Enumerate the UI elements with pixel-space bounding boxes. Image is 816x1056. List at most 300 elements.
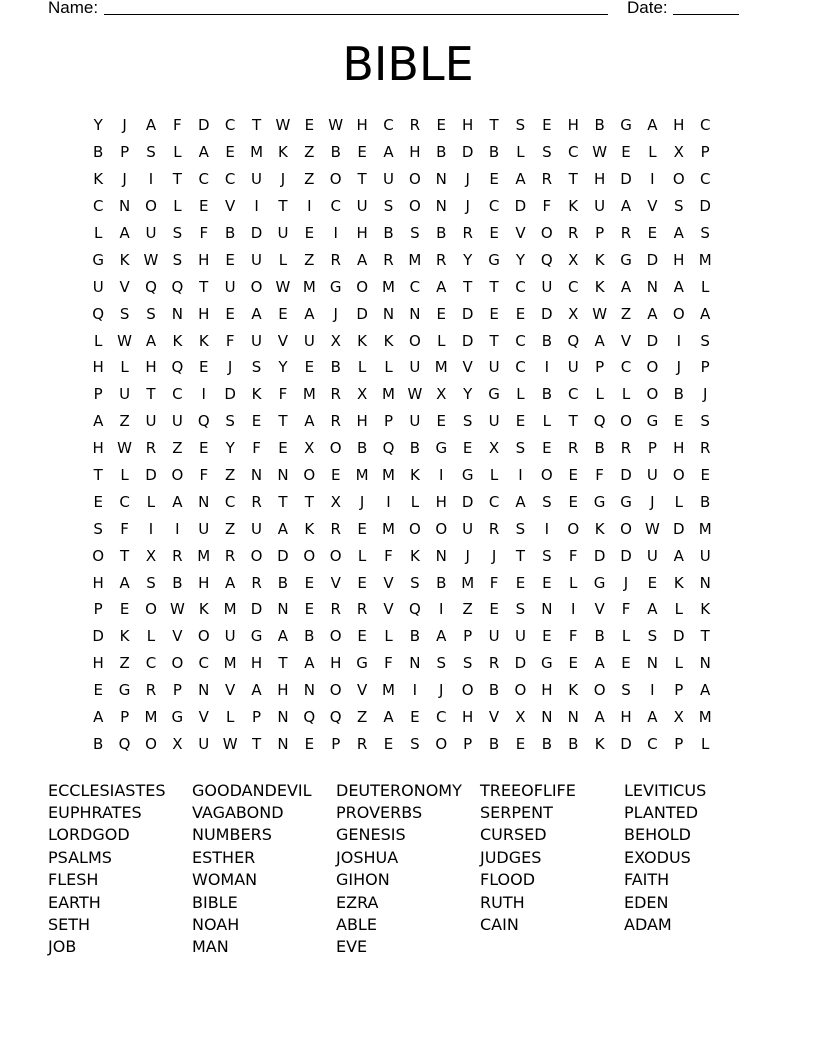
grid-letter[interactable]: Z (304, 250, 315, 269)
grid-letter[interactable]: Q (408, 600, 421, 619)
grid-letter[interactable]: C (198, 654, 209, 673)
grid-letter[interactable]: R (462, 224, 473, 242)
grid-letter[interactable]: O (646, 358, 659, 377)
grid-letter[interactable]: Y (463, 385, 473, 404)
grid-letter[interactable]: L (146, 627, 156, 646)
grid-letter[interactable]: I (439, 600, 444, 619)
grid-letter[interactable]: V (620, 331, 632, 350)
grid-letter[interactable]: I (148, 519, 154, 538)
grid-letter[interactable]: O (197, 627, 210, 646)
grid-letter[interactable]: A (620, 277, 632, 296)
grid-letter[interactable]: E (542, 116, 552, 135)
grid-letter[interactable]: A (594, 331, 605, 350)
grid-letter[interactable]: G (593, 573, 606, 592)
grid-letter[interactable]: E (515, 734, 526, 753)
grid-letter[interactable]: K (198, 331, 209, 350)
grid-letter[interactable]: O (408, 197, 421, 216)
grid-letter[interactable]: E (410, 708, 420, 727)
grid-letter[interactable]: D (646, 331, 659, 350)
grid-letter[interactable]: B (409, 627, 421, 646)
grid-letter[interactable]: C (515, 358, 526, 377)
grid-letter[interactable]: F (384, 546, 393, 565)
grid-letter[interactable]: D (699, 197, 711, 216)
grid-letter[interactable]: Y (463, 250, 473, 269)
grid-letter[interactable]: N (699, 654, 711, 673)
grid-letter[interactable]: D (356, 304, 368, 323)
grid-letter[interactable]: F (120, 519, 129, 538)
grid-letter[interactable]: H (92, 358, 104, 377)
grid-letter[interactable]: P (674, 734, 684, 753)
grid-letter[interactable]: L (146, 492, 156, 511)
grid-letter[interactable]: J (333, 304, 338, 323)
grid-letter[interactable]: Z (356, 708, 368, 727)
grid-letter[interactable]: K (172, 331, 183, 350)
grid-letter[interactable]: C (224, 170, 236, 189)
grid-letter[interactable]: D (461, 143, 474, 162)
grid-letter[interactable]: I (254, 197, 259, 216)
grid-letter[interactable]: L (94, 331, 103, 350)
grid-letter[interactable]: D (514, 197, 527, 216)
grid-letter[interactable]: V (198, 708, 209, 727)
grid-letter[interactable]: F (173, 116, 182, 135)
grid-letter[interactable]: I (175, 519, 180, 538)
grid-letter[interactable]: M (355, 466, 369, 485)
grid-letter[interactable]: E (383, 734, 394, 753)
grid-letter[interactable]: E (489, 304, 499, 323)
grid-letter[interactable]: O (540, 224, 553, 242)
grid-letter[interactable]: S (410, 734, 420, 753)
grid-letter[interactable]: P (463, 734, 473, 753)
grid-letter[interactable]: C (198, 170, 209, 189)
grid-letter[interactable]: D (514, 654, 527, 673)
date-field[interactable] (673, 14, 739, 15)
grid-letter[interactable]: B (541, 385, 552, 404)
grid-letter[interactable]: M (461, 573, 475, 592)
grid-letter[interactable]: E (304, 600, 315, 619)
grid-letter[interactable]: M (382, 385, 395, 404)
grid-letter[interactable]: R (330, 250, 341, 269)
grid-letter[interactable]: E (119, 600, 130, 619)
grid-letter[interactable]: O (514, 681, 527, 700)
grid-letter[interactable]: K (198, 600, 209, 619)
grid-letter[interactable]: O (92, 546, 105, 565)
grid-letter[interactable]: P (595, 224, 605, 242)
grid-letter[interactable]: O (408, 519, 421, 538)
grid-letter[interactable]: T (568, 170, 578, 189)
grid-letter[interactable]: Z (119, 412, 130, 431)
grid-letter[interactable]: E (357, 573, 367, 592)
grid-letter[interactable]: G (329, 277, 342, 296)
grid-letter[interactable]: I (333, 224, 338, 242)
grid-letter[interactable]: J (465, 197, 470, 216)
grid-letter[interactable]: E (462, 439, 473, 458)
grid-letter[interactable]: J (702, 385, 708, 404)
grid-letter[interactable]: Y (93, 116, 103, 135)
grid-letter[interactable]: Z (304, 143, 315, 162)
grid-letter[interactable]: P (383, 412, 394, 431)
grid-letter[interactable]: O (620, 519, 632, 538)
grid-letter[interactable]: M (144, 708, 158, 727)
grid-letter[interactable]: M (382, 681, 395, 700)
grid-letter[interactable]: K (568, 681, 579, 700)
grid-letter[interactable]: M (223, 600, 237, 619)
grid-letter[interactable]: O (356, 277, 368, 296)
grid-letter[interactable]: U (92, 277, 104, 296)
grid-letter[interactable]: E (304, 358, 315, 377)
grid-letter[interactable]: I (518, 466, 523, 485)
grid-letter[interactable]: C (436, 708, 447, 727)
grid-letter[interactable]: M (382, 277, 395, 296)
grid-letter[interactable]: T (278, 654, 288, 673)
grid-letter[interactable]: U (646, 466, 658, 485)
grid-letter[interactable]: H (567, 116, 579, 135)
grid-letter[interactable]: T (199, 277, 209, 296)
grid-letter[interactable]: R (409, 116, 421, 135)
grid-letter[interactable]: H (198, 250, 210, 269)
grid-letter[interactable]: P (647, 439, 657, 458)
grid-letter[interactable]: V (515, 224, 526, 242)
grid-letter[interactable]: U (251, 250, 263, 269)
grid-letter[interactable]: V (383, 600, 394, 619)
grid-letter[interactable]: L (621, 627, 631, 646)
grid-letter[interactable]: C (567, 385, 579, 404)
grid-letter[interactable]: N (382, 304, 395, 323)
grid-letter[interactable]: U (356, 197, 368, 216)
grid-letter[interactable]: Q (567, 331, 580, 350)
grid-letter[interactable]: G (92, 250, 104, 269)
grid-letter[interactable]: G (620, 250, 632, 269)
grid-letter[interactable]: F (278, 385, 288, 404)
grid-letter[interactable]: G (461, 466, 474, 485)
grid-letter[interactable]: M (197, 546, 211, 565)
grid-letter[interactable]: O (672, 466, 685, 485)
grid-letter[interactable]: R (330, 385, 341, 404)
grid-letter[interactable]: E (542, 573, 552, 592)
grid-letter[interactable]: K (251, 385, 262, 404)
grid-letter[interactable]: S (93, 519, 103, 538)
grid-letter[interactable]: L (648, 143, 657, 162)
grid-letter[interactable]: S (700, 412, 710, 431)
grid-letter[interactable]: T (278, 492, 288, 511)
grid-letter[interactable]: O (646, 385, 659, 404)
grid-letter[interactable]: O (250, 546, 263, 565)
grid-letter[interactable]: E (199, 358, 209, 377)
grid-letter[interactable]: E (251, 412, 262, 431)
grid-letter[interactable]: T (700, 627, 710, 646)
grid-letter[interactable]: Y (515, 250, 526, 269)
grid-letter[interactable]: S (700, 331, 710, 350)
grid-letter[interactable]: S (515, 519, 526, 538)
grid-letter[interactable]: L (674, 600, 683, 619)
grid-letter[interactable]: H (356, 412, 368, 431)
grid-letter[interactable]: N (277, 466, 289, 485)
grid-letter[interactable]: B (409, 439, 421, 458)
grid-letter[interactable]: Q (382, 439, 395, 458)
grid-letter[interactable]: H (462, 708, 474, 727)
grid-letter[interactable]: H (92, 573, 104, 592)
grid-letter[interactable]: J (676, 358, 681, 377)
grid-letter[interactable]: M (698, 250, 712, 269)
grid-letter[interactable]: J (491, 546, 497, 565)
grid-letter[interactable]: N (303, 681, 315, 700)
grid-letter[interactable]: B (488, 734, 500, 753)
grid-letter[interactable]: E (489, 224, 499, 242)
grid-letter[interactable]: E (436, 304, 447, 323)
grid-letter[interactable]: D (673, 519, 685, 538)
grid-letter[interactable]: U (277, 224, 289, 242)
grid-letter[interactable]: N (277, 734, 289, 753)
grid-letter[interactable]: B (541, 734, 552, 753)
grid-letter[interactable]: R (541, 170, 553, 189)
grid-letter[interactable]: V (647, 197, 658, 216)
grid-letter[interactable]: T (304, 492, 314, 511)
grid-letter[interactable]: S (647, 627, 658, 646)
grid-letter[interactable]: H (593, 170, 606, 189)
grid-letter[interactable]: L (542, 412, 552, 431)
grid-letter[interactable]: K (119, 250, 130, 269)
grid-letter[interactable]: L (701, 277, 710, 296)
grid-letter[interactable]: C (699, 116, 711, 135)
grid-letter[interactable]: M (302, 385, 316, 404)
grid-letter[interactable]: A (673, 546, 684, 565)
grid-letter[interactable]: B (277, 573, 289, 592)
grid-letter[interactable]: X (145, 546, 157, 565)
grid-letter[interactable]: F (568, 546, 578, 565)
grid-letter[interactable]: U (198, 519, 210, 538)
grid-letter[interactable]: O (593, 681, 606, 700)
grid-letter[interactable]: N (277, 600, 289, 619)
grid-letter[interactable]: D (461, 492, 474, 511)
grid-letter[interactable]: O (171, 466, 184, 485)
grid-letter[interactable]: S (674, 197, 684, 216)
grid-letter[interactable]: I (307, 197, 312, 216)
grid-letter[interactable]: A (304, 304, 315, 323)
grid-letter[interactable]: R (568, 224, 579, 242)
grid-letter[interactable]: R (251, 492, 262, 511)
grid-letter[interactable]: U (409, 358, 421, 377)
grid-letter[interactable]: A (93, 708, 104, 727)
grid-letter[interactable]: I (201, 385, 206, 404)
grid-letter[interactable]: O (461, 681, 474, 700)
grid-letter[interactable]: L (225, 708, 235, 727)
grid-letter[interactable]: O (250, 277, 263, 296)
grid-letter[interactable]: C (224, 116, 236, 135)
grid-letter[interactable]: G (620, 116, 632, 135)
grid-letter[interactable]: O (329, 546, 342, 565)
grid-letter[interactable]: C (383, 116, 394, 135)
grid-letter[interactable]: A (172, 492, 183, 511)
grid-letter[interactable]: L (621, 385, 631, 404)
grid-letter[interactable]: K (594, 250, 605, 269)
grid-letter[interactable]: A (647, 708, 658, 727)
grid-letter[interactable]: C (224, 492, 236, 511)
grid-letter[interactable]: B (700, 492, 711, 511)
grid-letter[interactable]: A (93, 412, 104, 431)
grid-letter[interactable]: H (198, 304, 210, 323)
grid-letter[interactable]: S (462, 654, 473, 673)
grid-letter[interactable]: N (699, 573, 711, 592)
grid-letter[interactable]: V (277, 331, 289, 350)
grid-letter[interactable]: B (436, 573, 447, 592)
grid-letter[interactable]: V (225, 197, 236, 216)
grid-letter[interactable]: Z (620, 304, 632, 323)
grid-letter[interactable]: M (302, 277, 316, 296)
grid-letter[interactable]: S (542, 143, 552, 162)
grid-letter[interactable]: K (594, 277, 605, 296)
grid-letter[interactable]: K (383, 331, 394, 350)
grid-letter[interactable]: T (357, 170, 367, 189)
grid-letter[interactable]: E (357, 143, 367, 162)
grid-letter[interactable]: R (356, 734, 368, 753)
grid-letter[interactable]: D (620, 466, 632, 485)
grid-letter[interactable]: S (515, 116, 526, 135)
grid-letter[interactable]: A (383, 143, 394, 162)
grid-letter[interactable]: E (542, 627, 552, 646)
grid-letter[interactable]: Y (225, 439, 235, 458)
grid-letter[interactable]: N (409, 654, 421, 673)
grid-letter[interactable]: C (92, 197, 104, 216)
grid-letter[interactable]: S (410, 573, 420, 592)
grid-letter[interactable]: F (489, 573, 499, 592)
grid-letter[interactable]: L (278, 250, 288, 269)
grid-letter[interactable]: H (145, 358, 157, 377)
grid-letter[interactable]: A (515, 170, 526, 189)
grid-letter[interactable]: D (620, 170, 632, 189)
grid-letter[interactable]: E (489, 170, 499, 189)
grid-letter[interactable]: D (92, 627, 104, 646)
grid-letter[interactable]: P (93, 385, 103, 404)
grid-letter[interactable]: R (568, 439, 579, 458)
grid-letter[interactable]: E (199, 439, 209, 458)
grid-letter[interactable]: A (515, 492, 526, 511)
grid-letter[interactable]: X (568, 304, 579, 323)
grid-letter[interactable]: S (462, 412, 473, 431)
grid-letter[interactable]: L (674, 654, 683, 673)
grid-letter[interactable]: B (673, 385, 684, 404)
grid-letter[interactable]: E (621, 654, 631, 673)
grid-letter[interactable]: N (277, 708, 289, 727)
grid-letter[interactable]: W (117, 439, 132, 458)
grid-letter[interactable]: S (410, 224, 420, 242)
grid-letter[interactable]: Q (171, 277, 184, 296)
grid-letter[interactable]: A (277, 519, 289, 538)
grid-letter[interactable]: T (146, 385, 156, 404)
grid-letter[interactable]: H (541, 681, 553, 700)
grid-letter[interactable]: G (171, 708, 184, 727)
grid-letter[interactable]: M (382, 466, 395, 485)
grid-letter[interactable]: W (275, 116, 291, 135)
grid-letter[interactable]: X (673, 708, 684, 727)
grid-letter[interactable]: C (699, 170, 711, 189)
grid-letter[interactable]: E (700, 466, 710, 485)
grid-letter[interactable]: R (383, 250, 394, 269)
grid-letter[interactable]: H (250, 654, 263, 673)
grid-letter[interactable]: E (621, 143, 631, 162)
grid-letter[interactable]: Q (171, 358, 184, 377)
grid-letter[interactable]: B (172, 573, 183, 592)
grid-letter[interactable]: Q (92, 304, 105, 323)
grid-letter[interactable]: A (673, 277, 684, 296)
grid-letter[interactable]: L (410, 492, 420, 511)
grid-letter[interactable]: R (330, 519, 341, 538)
grid-letter[interactable]: U (251, 170, 263, 189)
grid-letter[interactable]: H (198, 573, 210, 592)
grid-letter[interactable]: V (356, 681, 368, 700)
grid-letter[interactable]: R (145, 439, 157, 458)
grid-letter[interactable]: A (277, 627, 289, 646)
grid-letter[interactable]: S (172, 224, 183, 242)
grid-letter[interactable]: E (515, 573, 526, 592)
grid-letter[interactable]: S (436, 654, 447, 673)
grid-letter[interactable]: F (199, 466, 209, 485)
grid-letter[interactable]: R (699, 439, 711, 458)
grid-letter[interactable]: N (171, 304, 183, 323)
grid-letter[interactable]: B (568, 734, 579, 753)
grid-letter[interactable]: W (407, 385, 423, 404)
grid-letter[interactable]: S (542, 546, 552, 565)
grid-letter[interactable]: X (304, 439, 315, 458)
grid-letter[interactable]: V (462, 358, 473, 377)
grid-letter[interactable]: L (437, 331, 446, 350)
grid-letter[interactable]: O (620, 412, 632, 431)
grid-letter[interactable]: W (328, 116, 344, 135)
grid-letter[interactable]: U (145, 412, 157, 431)
grid-letter[interactable]: E (199, 197, 209, 216)
grid-letter[interactable]: H (409, 143, 421, 162)
grid-letter[interactable]: B (436, 143, 447, 162)
grid-letter[interactable]: K (594, 734, 605, 753)
grid-letter[interactable]: V (594, 600, 605, 619)
grid-letter[interactable]: S (146, 143, 156, 162)
grid-letter[interactable]: K (304, 519, 315, 538)
grid-letter[interactable]: J (650, 492, 655, 511)
grid-letter[interactable]: D (593, 546, 606, 565)
grid-letter[interactable]: B (594, 439, 605, 458)
grid-letter[interactable]: I (544, 358, 550, 377)
grid-letter[interactable]: S (700, 224, 710, 242)
grid-letter[interactable]: L (489, 466, 499, 485)
grid-letter[interactable]: O (567, 519, 580, 538)
grid-letter[interactable]: J (122, 170, 127, 189)
grid-letter[interactable]: A (198, 143, 209, 162)
grid-letter[interactable]: I (148, 170, 154, 189)
grid-letter[interactable]: U (251, 331, 263, 350)
grid-letter[interactable]: F (199, 224, 209, 242)
grid-letter[interactable]: U (171, 412, 183, 431)
grid-letter[interactable]: U (514, 627, 526, 646)
grid-letter[interactable]: L (120, 466, 129, 485)
grid-letter[interactable]: B (330, 143, 341, 162)
grid-letter[interactable]: X (356, 385, 368, 404)
grid-letter[interactable]: E (225, 143, 235, 162)
grid-letter[interactable]: L (516, 143, 525, 162)
grid-letter[interactable]: F (542, 197, 552, 216)
grid-letter[interactable]: J (122, 116, 127, 135)
grid-letter[interactable]: X (436, 385, 447, 404)
grid-letter[interactable]: K (278, 143, 288, 162)
grid-letter[interactable]: A (647, 116, 658, 135)
grid-letter[interactable]: J (439, 681, 444, 700)
grid-letter[interactable]: W (644, 519, 660, 538)
grid-letter[interactable]: V (225, 681, 236, 700)
grid-letter[interactable]: E (674, 412, 684, 431)
grid-letter[interactable]: P (700, 358, 710, 377)
grid-letter[interactable]: K (409, 546, 420, 565)
grid-letter[interactable]: U (646, 546, 658, 565)
grid-letter[interactable]: L (384, 358, 393, 377)
grid-letter[interactable]: O (435, 519, 448, 538)
grid-letter[interactable]: B (330, 358, 341, 377)
